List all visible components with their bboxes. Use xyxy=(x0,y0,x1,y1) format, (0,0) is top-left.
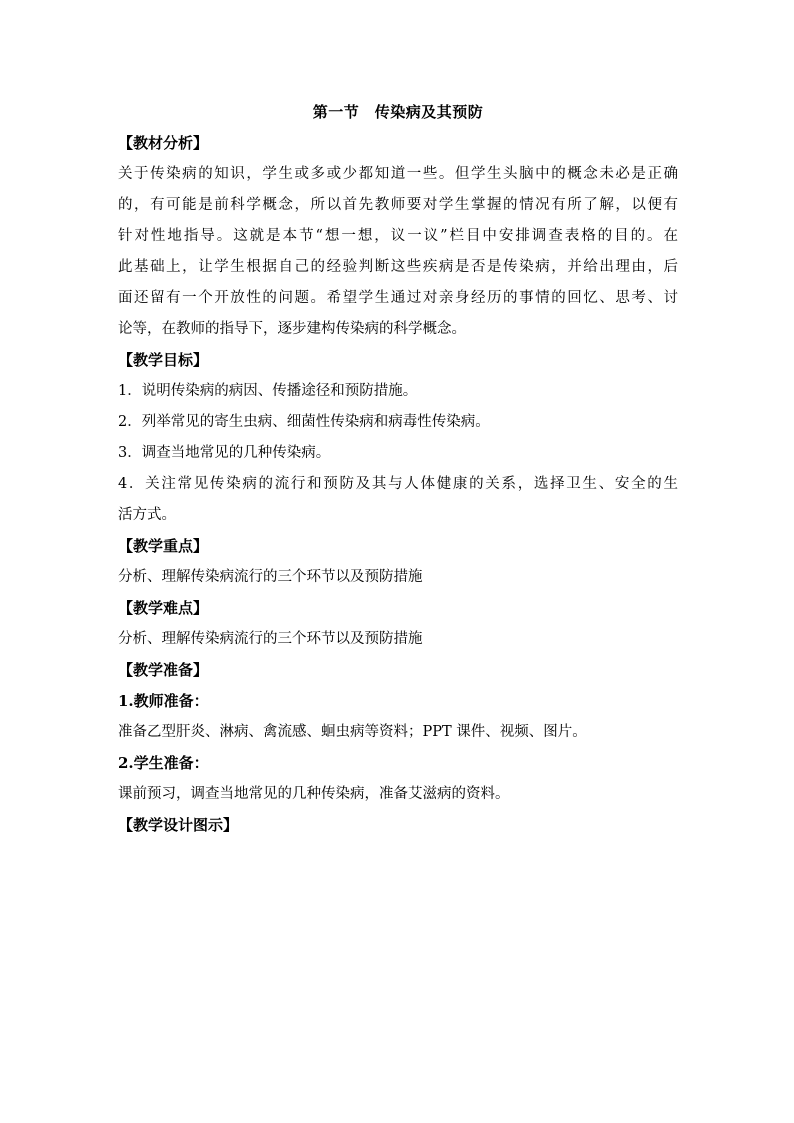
section-heading-design: 【教学设计图示】 xyxy=(118,816,239,834)
analysis-line: 此基础上，让学生根据自己的经验判断这些疾病是否是传染病，并给出理由，后 xyxy=(118,259,678,275)
analysis-line: 面还留有一个开放性的问题。希望学生通过对亲身经历的事情的回忆、思考、讨 xyxy=(118,290,678,306)
document-content xyxy=(118,96,678,841)
objective-item-continuation: 活方式。 xyxy=(118,507,176,523)
teacher-preparation-label: 1.教师准备： xyxy=(118,692,209,710)
student-preparation-label: 2.学生准备： xyxy=(118,754,209,772)
analysis-line: 针对性地指导。这就是本节“想一想，议一议”栏目中安排调查表格的目的。在 xyxy=(118,228,678,244)
section-heading-difficult-points: 【教学难点】 xyxy=(118,599,209,617)
section-heading-objectives: 【教学目标】 xyxy=(118,351,209,369)
objective-item: 4．关注常见传染病的流行和预防及其与人体健康的关系，选择卫生、安全的生 xyxy=(118,476,678,492)
objective-item: 2．列举常见的寄生虫病、细菌性传染病和病毒性传染病。 xyxy=(118,414,490,430)
objectives-list xyxy=(118,376,678,531)
key-points-text: 分析、理解传染病流行的三个环节以及预防措施 xyxy=(118,569,423,585)
analysis-line: 的，有可能是前科学概念，所以首先教师要对学生掌握的情况有所了解，以便有 xyxy=(118,197,678,213)
section-heading-preparation: 【教学准备】 xyxy=(118,661,209,679)
section-heading-key-points: 【教学重点】 xyxy=(118,537,209,555)
analysis-line: 关于传染病的知识，学生或多或少都知道一些。但学生头脑中的概念未必是正确 xyxy=(118,166,678,182)
objective-item: 1．说明传染病的病因、传播途径和预防措施。 xyxy=(118,383,418,399)
objective-item: 3．调查当地常见的几种传染病。 xyxy=(118,445,331,461)
difficult-points-text: 分析、理解传染病流行的三个环节以及预防措施 xyxy=(118,631,423,647)
section-heading-analysis: 【教材分析】 xyxy=(118,134,209,152)
analysis-paragraph xyxy=(118,159,678,345)
teacher-preparation-text: 准备乙型肝炎、淋病、禽流感、蛔虫病等资料；PPT 课件、视频、图片。 xyxy=(118,724,587,740)
page-title: 第一节 传染病及其预防 xyxy=(312,103,484,121)
analysis-line: 论等，在教师的指导下，逐步建构传染病的科学概念。 xyxy=(118,321,466,337)
student-preparation-text: 课前预习，调查当地常见的几种传染病，准备艾滋病的资料。 xyxy=(118,786,510,802)
